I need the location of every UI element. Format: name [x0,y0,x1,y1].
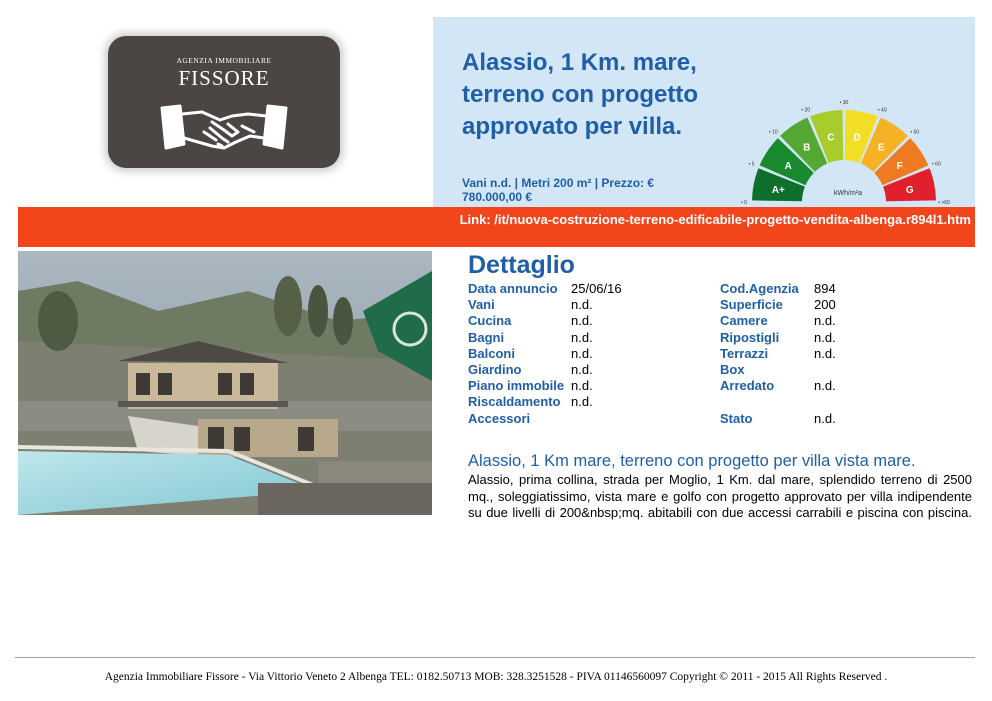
detail-label: Riscaldamento [468,394,561,410]
energy-class-label: E [877,142,885,154]
detail-row-terrazzi [720,346,870,362]
detail-label: Giardino [468,362,522,378]
detail-row-balconi [468,346,708,362]
detail-value: n.d. [814,345,836,361]
energy-tick-label: • 50 [910,129,920,136]
detail-label: Data annuncio [468,281,558,296]
detail-label: Terrazzi [720,345,769,361]
energy-tick-label: • >60 [938,200,950,204]
detail-row-riscaldamento [468,394,708,410]
energy-tick-label: • 20 [801,107,811,114]
detail-value: n.d. [571,297,593,313]
detail-value: 25/06/16 [571,281,622,296]
energy-tick-label: • 5 [748,161,755,168]
details-right-column [720,281,870,427]
detail-label: Cod.Agenzia [720,281,799,296]
detail-row-stato [720,411,870,427]
listing-title: Alassio, 1 Km. mare, terreno con progetto approvato per villa. [462,49,699,140]
details-title: Dettaglio [468,251,575,279]
energy-tick-label: • 60 [932,161,941,168]
energy-class-label: F [896,160,903,172]
property-photo [18,251,432,515]
detail-value: n.d. [571,378,593,394]
description-title: Alassio, 1 Km mare, terreno con progetto per villa vista mare. [468,452,916,470]
detail-row-cod-agenzia [720,281,870,297]
energy-tick-label: • 30 [839,100,849,106]
listing-summary: Vani n.d. | Metri 200 m² | Prezzo: € 780.000,00 € [462,176,655,204]
energy-class-label: B [803,142,811,154]
detail-row-data-annuncio [468,281,708,297]
detail-row-piano-immobile [468,378,708,394]
link-bar [18,207,975,247]
detail-value: n.d. [571,362,593,378]
energy-class-label: A [784,160,792,172]
energy-unit-label: kWh/m²a [834,190,862,197]
detail-value: n.d. [571,345,593,361]
detail-value: n.d. [571,313,593,329]
detail-label: Arredato [720,378,775,394]
logo-name: FISSORE [178,66,270,90]
detail-row-superficie [720,297,870,313]
detail-label: Vani [468,297,495,313]
detail-row-box [720,362,870,378]
detail-value: n.d. [571,394,593,410]
detail-label: Balconi [468,345,515,361]
detail-row-accessori [468,411,708,427]
agency-logo [100,28,348,178]
listing-link[interactable]: Link: /it/nuova-costruzione-terreno-edificabile-progetto-vendita-albenga.r894l1.htm [459,212,971,227]
handshake-icon [158,98,290,154]
energy-tick-label: • 40 [877,107,887,114]
detail-value: n.d. [814,378,836,394]
detail-label: Stato [720,410,753,426]
energy-tick-label: • 0 [741,200,747,204]
detail-label: Box [720,362,745,378]
detail-row-spacer [720,394,870,410]
description-text: Alassio, prima collina, strada per Moglio, 1 Km. dal mare, splendido terreno di 2500 mq., soleggiatissimo, vista mare e golfo con progetto approvato per villa indipendente su due livelli di 200&nbsp;mq. abitabili con due accessi carrabili e piscina con piscina. [468,472,972,520]
energy-class-label: A+ [771,184,785,196]
detail-label [720,394,814,410]
detail-label: Camere [720,313,768,329]
detail-label: Piano immobile [468,378,565,394]
detail-value: n.d. [571,329,593,345]
detail-label: Cucina [468,313,512,329]
detail-row-cucina [468,313,708,329]
detail-label: Accessori [468,410,531,426]
detail-row-bagni [468,330,708,346]
energy-class-label: G [905,184,914,196]
detail-row-vani [468,297,708,313]
energy-class-gauge [728,92,960,204]
detail-row-ripostigli [720,330,870,346]
footer-divider [15,657,975,658]
detail-value: 894 [814,281,836,296]
detail-value: n.d. [814,313,836,329]
logo-badge [108,36,340,168]
detail-label: Bagni [468,329,505,345]
detail-label: Superficie [720,297,783,313]
footer-text: Agenzia Immobiliare Fissore - Via Vittorio Veneto 2 Albenga TEL: 0182.50713 MOB: 328.3251528 - PIVA 01146560097 Copyright © 2011 - 2015 All Rights Reserved . [104,671,888,683]
detail-row-arredato [720,378,870,394]
detail-value: n.d. [814,329,836,345]
detail-label: Ripostigli [720,329,780,345]
energy-class-label: C [827,132,835,144]
detail-value: n.d. [814,410,836,426]
detail-row-camere [720,313,870,329]
detail-row-giardino [468,362,708,378]
logo-subtitle: AGENZIA IMMOBILIARE [176,56,272,65]
details-left-column [468,281,708,427]
energy-tick-label: • 10 [768,129,778,136]
detail-value: 200 [814,297,836,313]
energy-class-label: D [853,132,861,144]
